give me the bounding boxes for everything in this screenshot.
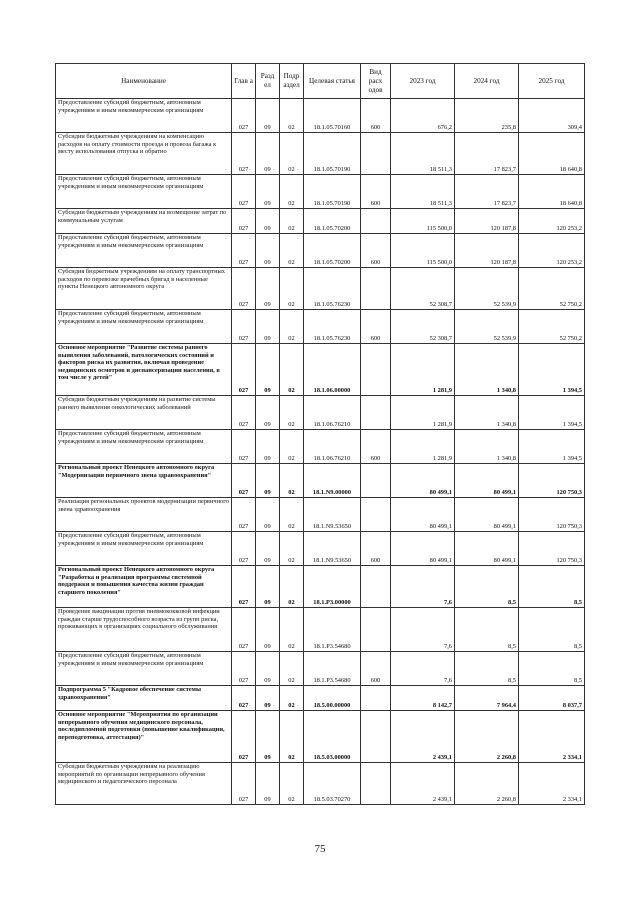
row-expense-type-cell — [361, 566, 391, 608]
row-value-2023-cell: 8 142,7 — [391, 686, 455, 711]
page-number: 75 — [314, 843, 326, 855]
row-value-2025-cell: 1 394,5 — [519, 344, 585, 396]
row-value-2025-cell: 8,5 — [519, 566, 585, 608]
row-chapter-cell: 027 — [232, 711, 256, 763]
row-name-cell: Субсидии бюджетным учреждениям на компенсацию расходов на оплату стоимости проезда и провоза багажа к месту использования отпуска и обратно — [56, 133, 232, 175]
row-expense-type-cell: 600 — [361, 532, 391, 566]
row-chapter-cell: 027 — [232, 652, 256, 686]
row-value-2024-cell: 120 187,8 — [455, 209, 519, 234]
row-name-cell: Предоставление субсидий бюджетным, автономным учреждениям и иным некоммерческим организациям — [56, 430, 232, 464]
row-value-2024-cell: 17 823,7 — [455, 175, 519, 209]
row-chapter-cell: 027 — [232, 608, 256, 652]
row-expense-type-cell — [361, 464, 391, 498]
row-value-2023-cell: 2 439,1 — [391, 763, 455, 805]
row-name-cell: Основное мероприятие "Развитие системы раннего выявления заболеваний, патологических состояний и факторов риска их развития, включая проведение медицинских осмотров и диспансеризации населения, в том числе у детей" — [56, 344, 232, 396]
table-row — [56, 344, 585, 396]
row-expense-type-cell: 600 — [361, 175, 391, 209]
table-row — [56, 498, 585, 532]
row-value-2025-cell: 120 750,3 — [519, 498, 585, 532]
row-subsection-cell: 02 — [280, 498, 304, 532]
row-subsection-cell: 02 — [280, 763, 304, 805]
row-chapter-cell: 027 — [232, 464, 256, 498]
row-value-2025-cell: 1 394,5 — [519, 430, 585, 464]
table-row — [56, 464, 585, 498]
row-chapter-cell: 027 — [232, 686, 256, 711]
row-section-cell: 09 — [256, 532, 280, 566]
row-section-cell: 09 — [256, 430, 280, 464]
column-header-year-2024: 2024 год — [455, 64, 519, 99]
row-section-cell: 09 — [256, 652, 280, 686]
row-expense-type-cell — [361, 209, 391, 234]
row-name-cell: Региональный проект Ненецкого автономного округа "Модернизация первичного звена здравоохранения" — [56, 464, 232, 498]
row-expense-type-cell — [361, 498, 391, 532]
table-row — [56, 268, 585, 310]
row-value-2023-cell: 7,6 — [391, 608, 455, 652]
row-name-cell: Предоставление субсидий бюджетным, автономным учреждениям и иным некоммерческим организациям — [56, 99, 232, 133]
row-value-2023-cell: 80 499,1 — [391, 464, 455, 498]
row-target-article-cell: 18.1.06.76210 — [304, 396, 361, 430]
row-target-article-cell: 18.5.03.70270 — [304, 763, 361, 805]
row-value-2025-cell: 120 750,3 — [519, 464, 585, 498]
row-value-2024-cell: 2 260,8 — [455, 711, 519, 763]
row-value-2025-cell: 1 394,5 — [519, 396, 585, 430]
row-value-2024-cell: 1 340,8 — [455, 344, 519, 396]
row-subsection-cell: 02 — [280, 234, 304, 268]
row-expense-type-cell: 600 — [361, 99, 391, 133]
row-target-article-cell: 18.1.N9.00000 — [304, 464, 361, 498]
row-target-article-cell: 18.1.P3.54680 — [304, 608, 361, 652]
row-expense-type-cell — [361, 711, 391, 763]
row-chapter-cell: 027 — [232, 532, 256, 566]
table-row — [56, 532, 585, 566]
row-value-2023-cell: 18 511,3 — [391, 133, 455, 175]
table-row — [56, 430, 585, 464]
column-header-section: Разд ел — [256, 64, 280, 99]
row-section-cell: 09 — [256, 175, 280, 209]
row-value-2024-cell: 8,5 — [455, 566, 519, 608]
row-name-cell: Реализация региональных проектов модернизации первичного звена здравоохранения — [56, 498, 232, 532]
row-subsection-cell: 02 — [280, 608, 304, 652]
column-header-expense-type: Вид расх одов — [361, 64, 391, 99]
row-expense-type-cell: 600 — [361, 430, 391, 464]
row-chapter-cell: 027 — [232, 209, 256, 234]
table-row — [56, 99, 585, 133]
row-target-article-cell: 18.1.P3.00000 — [304, 566, 361, 608]
row-target-article-cell: 18.1.05.76230 — [304, 268, 361, 310]
row-section-cell: 09 — [256, 396, 280, 430]
table-row — [56, 310, 585, 344]
row-subsection-cell: 02 — [280, 464, 304, 498]
row-value-2025-cell: 8 037,7 — [519, 686, 585, 711]
column-header-target-article: Целевая статья — [304, 64, 361, 99]
row-name-cell: Субсидии бюджетным учреждениям на возмещение затрат по коммунальным услугам — [56, 209, 232, 234]
row-value-2023-cell: 52 308,7 — [391, 268, 455, 310]
row-value-2023-cell: 7,6 — [391, 652, 455, 686]
row-value-2025-cell: 2 334,1 — [519, 763, 585, 805]
row-name-cell: Подпрограмма 5 "Кадровое обеспечение системы здравоохранения" — [56, 686, 232, 711]
table-row — [56, 763, 585, 805]
row-section-cell: 09 — [256, 498, 280, 532]
row-section-cell: 09 — [256, 464, 280, 498]
row-section-cell: 09 — [256, 99, 280, 133]
row-chapter-cell: 027 — [232, 133, 256, 175]
row-value-2025-cell: 52 750,2 — [519, 310, 585, 344]
row-chapter-cell: 027 — [232, 344, 256, 396]
row-subsection-cell: 02 — [280, 396, 304, 430]
row-target-article-cell: 18.5.03.00000 — [304, 711, 361, 763]
row-subsection-cell: 02 — [280, 566, 304, 608]
table-row — [56, 234, 585, 268]
row-target-article-cell: 18.5.00.00000 — [304, 686, 361, 711]
row-name-cell: Субсидии бюджетным учреждениям на реализацию мероприятий по организации непрерывного обучения медицинского и педагогического персонала — [56, 763, 232, 805]
row-expense-type-cell: 600 — [361, 310, 391, 344]
row-expense-type-cell — [361, 763, 391, 805]
row-value-2025-cell: 120 253,2 — [519, 234, 585, 268]
row-value-2025-cell: 18 640,8 — [519, 133, 585, 175]
column-header-chapter: Глав а — [232, 64, 256, 99]
row-section-cell: 09 — [256, 608, 280, 652]
row-value-2023-cell: 2 439,1 — [391, 711, 455, 763]
row-subsection-cell: 02 — [280, 209, 304, 234]
row-target-article-cell: 18.1.06.76210 — [304, 430, 361, 464]
row-expense-type-cell — [361, 344, 391, 396]
row-name-cell: Предоставление субсидий бюджетным, автономным учреждениям и иным некоммерческим организациям — [56, 175, 232, 209]
row-name-cell: Субсидия бюджетным учреждениям на оплату транспортных расходов по перевозке врачебных бригад в населенные пункты Ненецкого автономного округа — [56, 268, 232, 310]
row-section-cell: 09 — [256, 763, 280, 805]
row-name-cell: Предоставление субсидий бюджетным, автономным учреждениям и иным некоммерческим организациям — [56, 532, 232, 566]
row-section-cell: 09 — [256, 268, 280, 310]
row-section-cell: 09 — [256, 209, 280, 234]
row-value-2023-cell: 1 281,9 — [391, 430, 455, 464]
row-value-2023-cell: 7,6 — [391, 566, 455, 608]
row-subsection-cell: 02 — [280, 99, 304, 133]
row-expense-type-cell — [361, 268, 391, 310]
row-section-cell: 09 — [256, 711, 280, 763]
row-value-2025-cell: 52 750,2 — [519, 268, 585, 310]
row-section-cell: 09 — [256, 344, 280, 396]
row-value-2024-cell: 1 340,8 — [455, 396, 519, 430]
row-value-2025-cell: 8,5 — [519, 652, 585, 686]
row-target-article-cell: 18.1.05.70190 — [304, 175, 361, 209]
table-row — [56, 175, 585, 209]
table-row — [56, 711, 585, 763]
row-value-2023-cell: 115 500,0 — [391, 234, 455, 268]
row-value-2025-cell: 120 750,3 — [519, 532, 585, 566]
column-header-name: Наименование — [56, 64, 232, 99]
column-header-year-2023: 2023 год — [391, 64, 455, 99]
row-expense-type-cell — [361, 608, 391, 652]
table-header-row — [56, 64, 585, 99]
row-value-2025-cell: 2 334,1 — [519, 711, 585, 763]
row-section-cell: 09 — [256, 133, 280, 175]
row-value-2023-cell: 80 499,1 — [391, 498, 455, 532]
row-value-2023-cell: 52 308,7 — [391, 310, 455, 344]
row-value-2024-cell: 8,5 — [455, 608, 519, 652]
row-value-2024-cell: 8,5 — [455, 652, 519, 686]
row-value-2024-cell: 80 499,1 — [455, 498, 519, 532]
table-row — [56, 209, 585, 234]
row-subsection-cell: 02 — [280, 532, 304, 566]
row-target-article-cell: 18.1.N9.53650 — [304, 498, 361, 532]
row-expense-type-cell: 600 — [361, 652, 391, 686]
row-value-2023-cell: 676,2 — [391, 99, 455, 133]
table-row — [56, 686, 585, 711]
row-target-article-cell: 18.1.N9.53650 — [304, 532, 361, 566]
table-row — [56, 652, 585, 686]
row-target-article-cell: 18.1.P3.54680 — [304, 652, 361, 686]
row-subsection-cell: 02 — [280, 344, 304, 396]
column-header-year-2025: 2025 год — [519, 64, 585, 99]
row-value-2023-cell: 1 281,9 — [391, 396, 455, 430]
row-chapter-cell: 027 — [232, 566, 256, 608]
row-subsection-cell: 02 — [280, 652, 304, 686]
row-subsection-cell: 02 — [280, 430, 304, 464]
row-subsection-cell: 02 — [280, 686, 304, 711]
row-value-2025-cell: 120 253,2 — [519, 209, 585, 234]
row-name-cell: Предоставление субсидий бюджетным, автономным учреждениям и иным некоммерческим организациям — [56, 310, 232, 344]
row-target-article-cell: 18.1.05.70160 — [304, 99, 361, 133]
row-value-2023-cell: 1 281,9 — [391, 344, 455, 396]
row-chapter-cell: 027 — [232, 763, 256, 805]
row-chapter-cell: 027 — [232, 175, 256, 209]
row-name-cell: Региональный проект Ненецкого автономного округа "Разработка и реализация программы системной поддержки и повышения качества жизни граждан старшего поколения" — [56, 566, 232, 608]
row-chapter-cell: 027 — [232, 396, 256, 430]
row-value-2023-cell: 115 500,0 — [391, 209, 455, 234]
row-target-article-cell: 18.1.05.76230 — [304, 310, 361, 344]
row-value-2024-cell: 80 499,1 — [455, 464, 519, 498]
row-section-cell: 09 — [256, 234, 280, 268]
row-chapter-cell: 027 — [232, 430, 256, 464]
row-value-2024-cell: 2 260,8 — [455, 763, 519, 805]
column-header-subsection: Подр аздел — [280, 64, 304, 99]
row-value-2024-cell: 80 499,1 — [455, 532, 519, 566]
row-subsection-cell: 02 — [280, 268, 304, 310]
row-section-cell: 09 — [256, 566, 280, 608]
row-value-2024-cell: 52 539,9 — [455, 268, 519, 310]
row-name-cell: Субсидии бюджетным учреждениям на развитие системы раннего выявления онкологических заболеваний — [56, 396, 232, 430]
row-target-article-cell: 18.1.05.70190 — [304, 133, 361, 175]
table-body — [56, 99, 585, 805]
row-value-2024-cell: 1 340,8 — [455, 430, 519, 464]
table-row — [56, 608, 585, 652]
row-chapter-cell: 027 — [232, 268, 256, 310]
row-value-2025-cell: 18 640,8 — [519, 175, 585, 209]
row-chapter-cell: 027 — [232, 498, 256, 532]
row-value-2023-cell: 18 511,3 — [391, 175, 455, 209]
row-chapter-cell: 027 — [232, 310, 256, 344]
budget-table — [55, 63, 585, 805]
row-target-article-cell: 18.1.05.70200 — [304, 209, 361, 234]
row-expense-type-cell — [361, 396, 391, 430]
row-value-2025-cell: 8,5 — [519, 608, 585, 652]
row-target-article-cell: 18.1.05.70200 — [304, 234, 361, 268]
row-expense-type-cell — [361, 686, 391, 711]
row-subsection-cell: 02 — [280, 175, 304, 209]
row-target-article-cell: 18.1.06.00000 — [304, 344, 361, 396]
row-expense-type-cell: 600 — [361, 234, 391, 268]
row-chapter-cell: 027 — [232, 234, 256, 268]
row-subsection-cell: 02 — [280, 133, 304, 175]
row-value-2023-cell: 80 499,1 — [391, 532, 455, 566]
row-section-cell: 09 — [256, 686, 280, 711]
row-value-2024-cell: 235,8 — [455, 99, 519, 133]
row-value-2025-cell: 309,4 — [519, 99, 585, 133]
row-value-2024-cell: 17 823,7 — [455, 133, 519, 175]
table-row — [56, 133, 585, 175]
row-name-cell: Проведение вакцинации против пневмококковой инфекции граждан старше трудоспособного возраста из групп риска, проживающих в организациях социального обслуживания — [56, 608, 232, 652]
row-name-cell: Основное мероприятие "Мероприятия по организации непрерывного обучения медицинского персонала, последипломной подготовки (повышение квалификации, переподготовка, аттестация)" — [56, 711, 232, 763]
row-value-2024-cell: 52 539,9 — [455, 310, 519, 344]
row-value-2024-cell: 7 964,4 — [455, 686, 519, 711]
row-name-cell: Предоставление субсидий бюджетным, автономным учреждениям и иным некоммерческим организациям — [56, 652, 232, 686]
row-chapter-cell: 027 — [232, 99, 256, 133]
table-row — [56, 566, 585, 608]
row-subsection-cell: 02 — [280, 711, 304, 763]
table-row — [56, 396, 585, 430]
row-expense-type-cell — [361, 133, 391, 175]
row-section-cell: 09 — [256, 310, 280, 344]
row-value-2024-cell: 120 187,8 — [455, 234, 519, 268]
row-subsection-cell: 02 — [280, 310, 304, 344]
row-name-cell: Предоставление субсидий бюджетным, автономным учреждениям и иным некоммерческим организациям — [56, 234, 232, 268]
